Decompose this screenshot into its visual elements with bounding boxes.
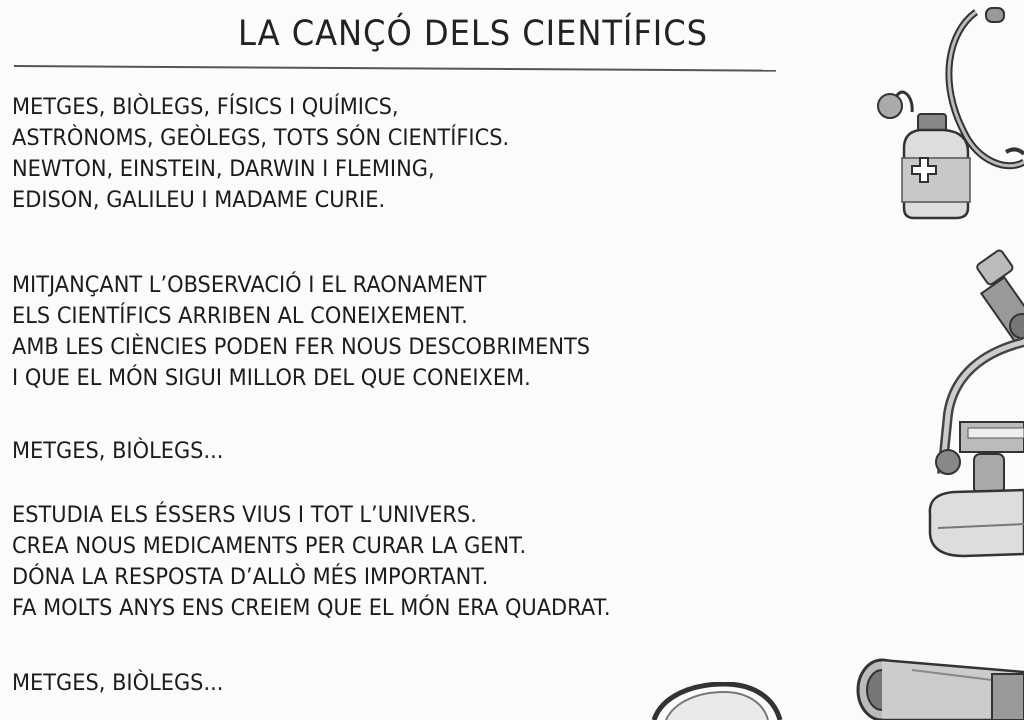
lyric-line: AMB LES CIÈNCIES PODEN FER NOUS DESCOBRIMENTS [12, 334, 591, 360]
stethoscope-medicine-bottle-icon [868, 2, 1024, 224]
page-title: LA CANÇÓ DELS CIENTÍFICS [238, 14, 708, 54]
lyric-line: I QUE EL MÓN SIGUI MILLOR DEL QUE CONEIXEM. [12, 365, 531, 391]
microscope-icon [924, 244, 1024, 564]
stanza-chorus-repeat [12, 668, 223, 699]
magnifying-glass-icon [648, 682, 788, 720]
lyric-line: CREA NOUS MEDICAMENTS PER CURAR LA GENT. [12, 533, 527, 559]
lyric-line: ASTRÒNOMS, GEÒLEGS, TOTS SÓN CIENTÍFICS. [12, 125, 510, 151]
telescope-icon [852, 650, 1024, 720]
stanza-chorus [12, 92, 509, 216]
stanza-verse-1 [12, 270, 590, 394]
title-underline [14, 65, 776, 72]
lyric-line: NEWTON, EINSTEIN, DARWIN I FLEMING, [12, 156, 435, 182]
lyric-line: METGES, BIÒLEGS... [12, 670, 224, 696]
stanza-verse-2 [12, 500, 610, 624]
lyric-line: ESTUDIA ELS ÉSSERS VIUS I TOT L’UNIVERS. [12, 502, 477, 528]
lyric-line: EDISON, GALILEU I MADAME CURIE. [12, 187, 386, 213]
lyric-line: DÓNA LA RESPOSTA D’ALLÒ MÉS IMPORTANT. [12, 564, 489, 590]
lyric-line: FA MOLTS ANYS ENS CREIEM QUE EL MÓN ERA QUADRAT. [12, 595, 611, 621]
stanza-chorus-repeat [12, 436, 223, 467]
lyric-line: METGES, BIÒLEGS... [12, 438, 224, 464]
lyric-line: METGES, BIÒLEGS, FÍSICS I QUÍMICS, [12, 94, 399, 120]
lyric-line: MITJANÇANT L’OBSERVACIÓ I EL RAONAMENT [12, 272, 487, 298]
lyric-line: ELS CIENTÍFICS ARRIBEN AL CONEIXEMENT. [12, 303, 468, 329]
